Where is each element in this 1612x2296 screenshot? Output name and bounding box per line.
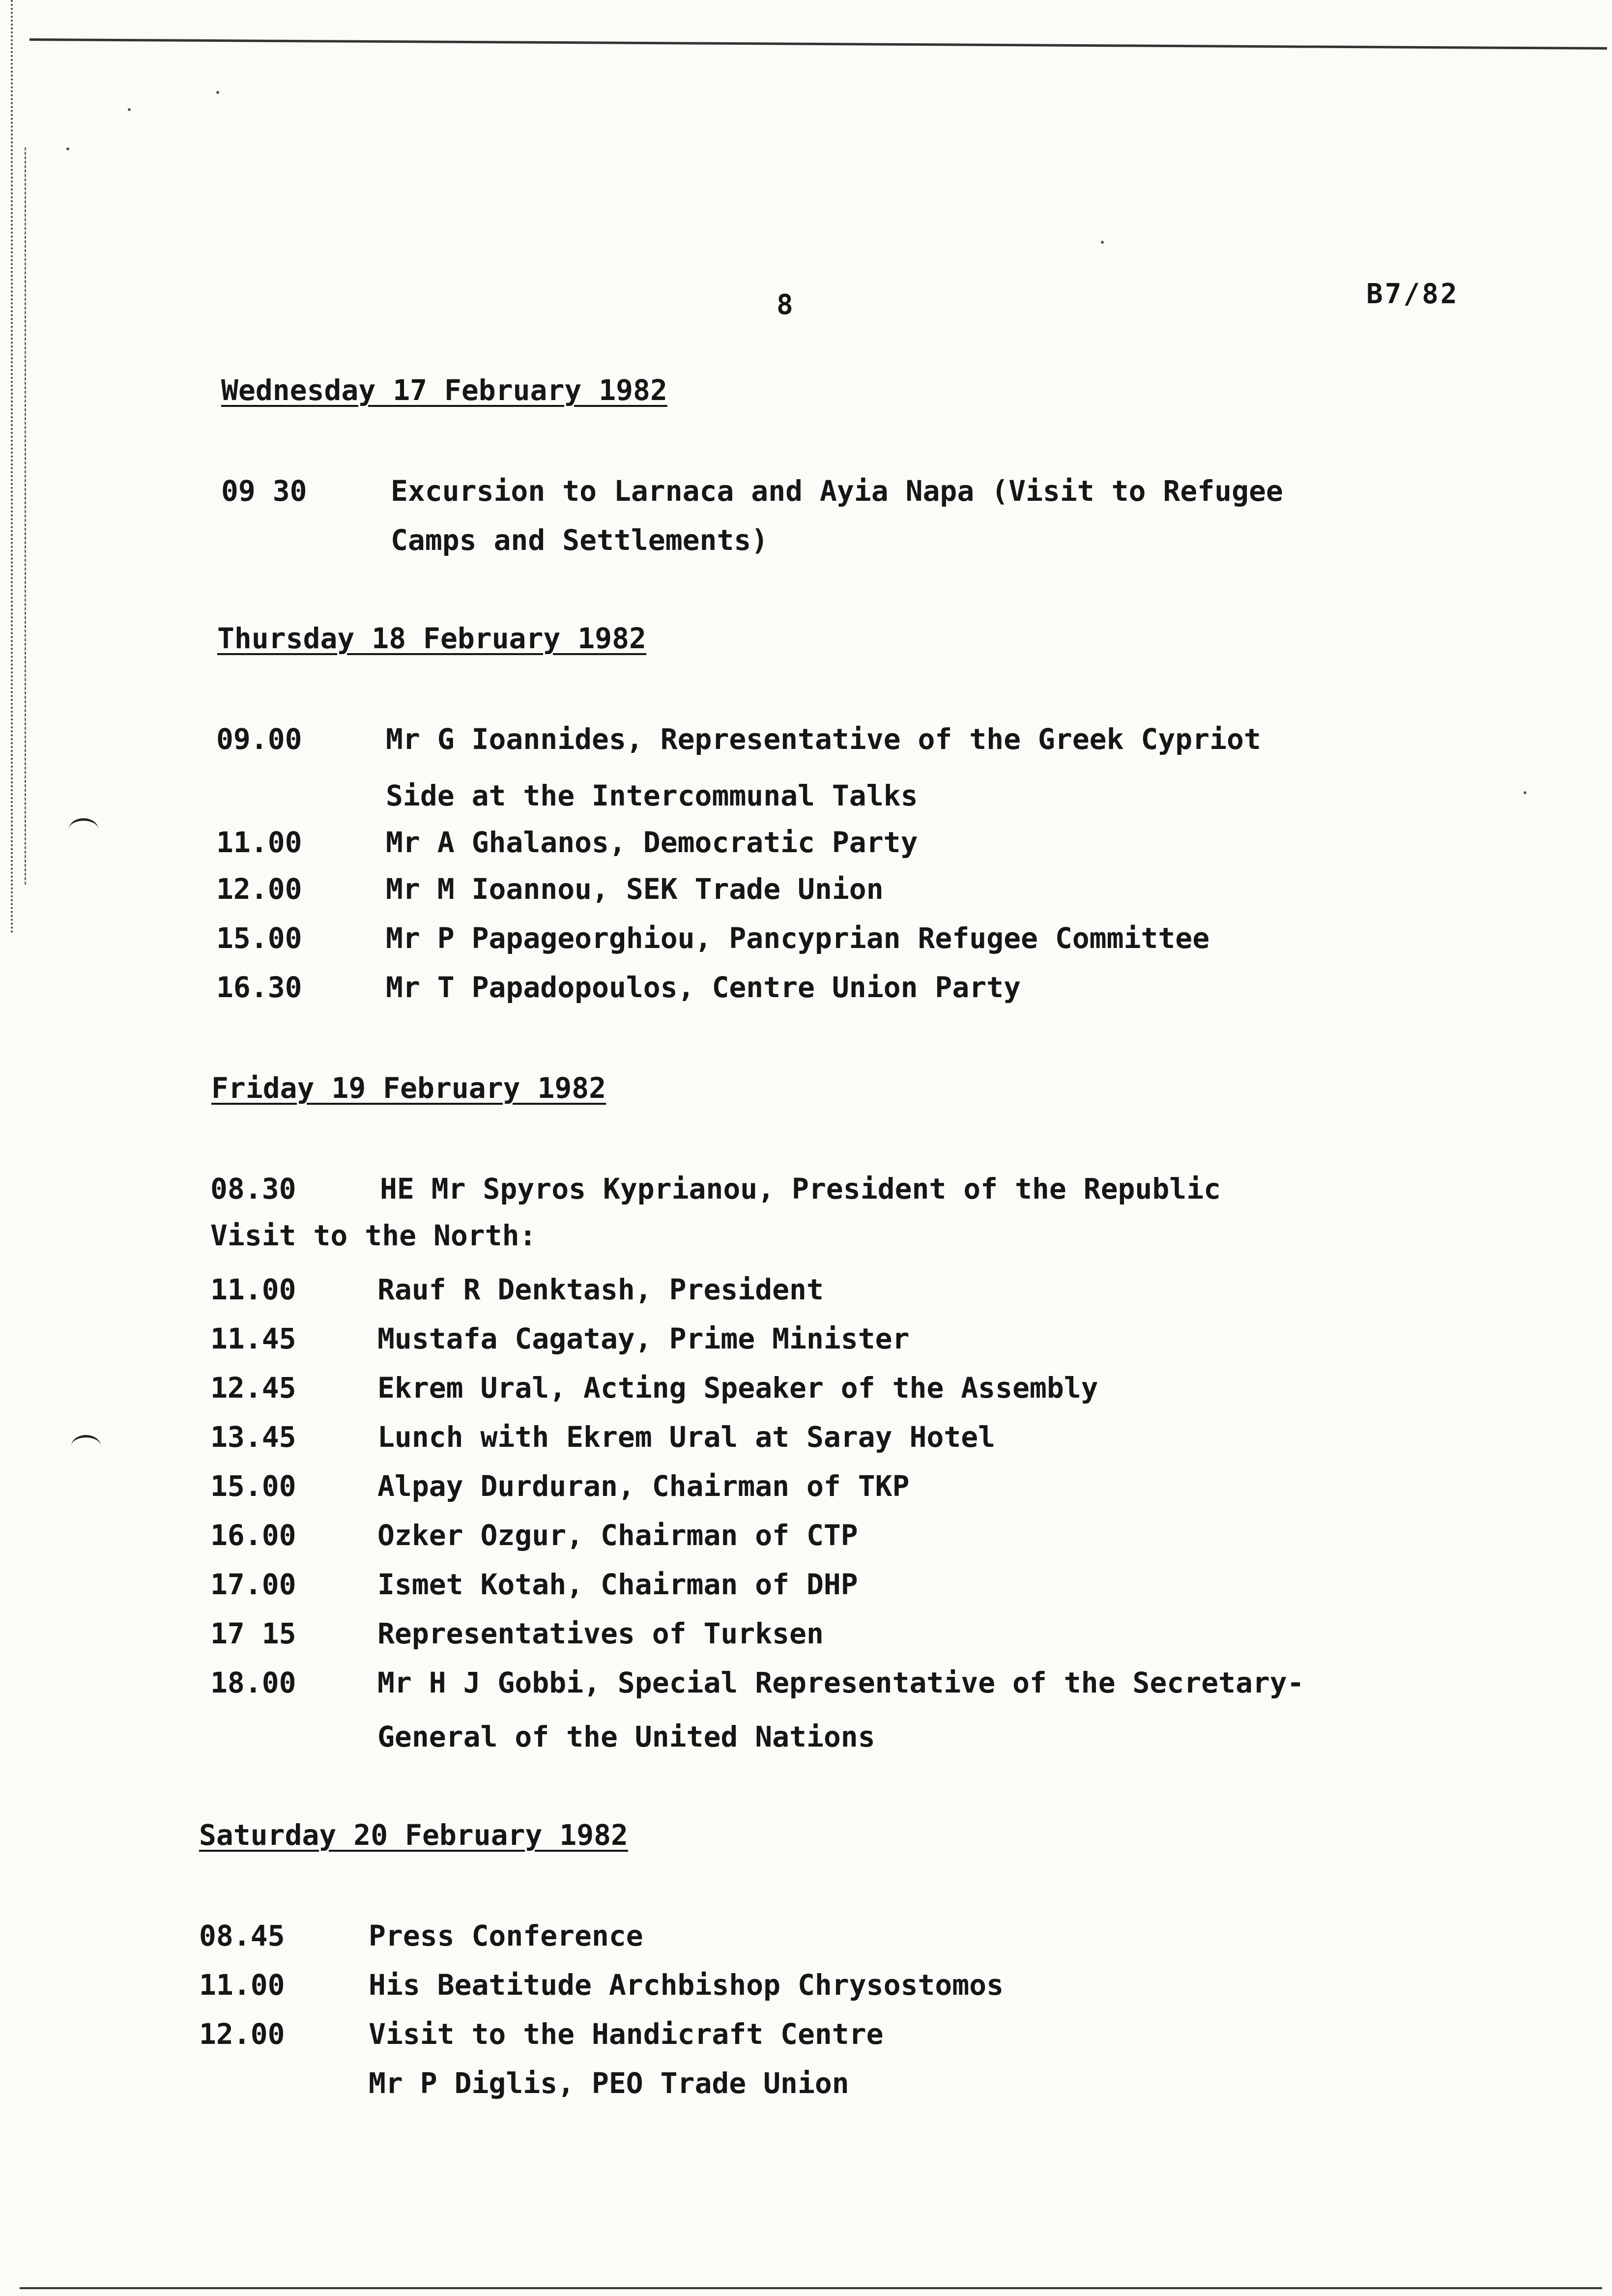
scan-speck bbox=[1101, 241, 1104, 244]
entry-description: Representatives of Turksen bbox=[377, 1617, 824, 1650]
entry-time: 08.45 bbox=[199, 1919, 285, 1952]
entry-description: Visit to the Handicraft Centre bbox=[369, 2017, 884, 2051]
entry-description: Ekrem Ural, Acting Speaker of the Assembly bbox=[377, 1371, 1098, 1405]
entry-time: 12.00 bbox=[199, 2017, 285, 2051]
section-note: Visit to the North: bbox=[210, 1219, 537, 1252]
entry-description: Excursion to Larnaca and Ayia Napa (Visit to Refugee bbox=[391, 474, 1283, 508]
entry-description-line2: Side at the Intercommunal Talks bbox=[386, 779, 918, 812]
page-number: 8 bbox=[777, 289, 793, 321]
day-heading: Saturday 20 February 1982 bbox=[199, 1818, 628, 1852]
entry-time: 16.00 bbox=[210, 1519, 296, 1552]
entry-time: 09 30 bbox=[221, 474, 307, 508]
entry-time: 12.00 bbox=[216, 872, 302, 906]
hole-punch-mark bbox=[69, 818, 98, 840]
entry-description: Mr M Ioannou, SEK Trade Union bbox=[386, 872, 884, 906]
entry-description: Ismet Kotah, Chairman of DHP bbox=[377, 1568, 858, 1601]
day-heading: Thursday 18 February 1982 bbox=[217, 622, 646, 655]
entry-time: 15.00 bbox=[216, 921, 302, 955]
entry-time: 16.30 bbox=[216, 971, 302, 1004]
entry-description: Mr T Papadopoulos, Centre Union Party bbox=[386, 971, 1021, 1004]
entry-time: 17 15 bbox=[210, 1617, 296, 1650]
entry-description: Mr P Diglis, PEO Trade Union bbox=[369, 2066, 849, 2100]
entry-description: Mr G Ioannides, Representative of the Greek Cypriot bbox=[386, 722, 1261, 756]
day-heading: Friday 19 February 1982 bbox=[211, 1071, 606, 1105]
bottom-rule bbox=[20, 2287, 1602, 2289]
binding-edge-inner bbox=[25, 147, 28, 885]
entry-description: Mustafa Cagatay, Prime Minister bbox=[377, 1322, 910, 1355]
entry-description: Lunch with Ekrem Ural at Saray Hotel bbox=[377, 1420, 996, 1454]
entry-time: 18.00 bbox=[210, 1666, 296, 1699]
scan-speck bbox=[1524, 791, 1526, 794]
scan-speck bbox=[216, 91, 219, 94]
entry-time: 11.00 bbox=[216, 826, 302, 859]
entry-time: 08.30 bbox=[210, 1172, 296, 1205]
entry-description: Ozker Ozgur, Chairman of CTP bbox=[377, 1519, 858, 1552]
entry-description: Mr P Papageorghiou, Pancyprian Refugee Committee bbox=[386, 921, 1210, 955]
entry-time: 09.00 bbox=[216, 722, 302, 756]
entry-time: 12.45 bbox=[210, 1371, 296, 1405]
entry-time: 11.00 bbox=[210, 1273, 296, 1306]
scan-speck bbox=[128, 108, 131, 111]
document-reference: B7/82 bbox=[1366, 278, 1459, 310]
scan-speck bbox=[66, 147, 69, 150]
entry-time: 13.45 bbox=[210, 1420, 296, 1454]
entry-description: Mr A Ghalanos, Democratic Party bbox=[386, 826, 918, 859]
entry-time: 17.00 bbox=[210, 1568, 296, 1601]
day-heading: Wednesday 17 February 1982 bbox=[221, 373, 667, 407]
entry-description: Alpay Durduran, Chairman of TKP bbox=[377, 1469, 910, 1503]
entry-description: His Beatitude Archbishop Chrysostomos bbox=[369, 1968, 1004, 2002]
entry-time: 11.00 bbox=[199, 1968, 285, 2002]
entry-description: Mr H J Gobbi, Special Representative of the Secretary- bbox=[377, 1666, 1304, 1699]
entry-description-line2: Camps and Settlements) bbox=[391, 523, 769, 557]
entry-description-line2: General of the United Nations bbox=[377, 1720, 875, 1753]
entry-description: Rauf R Denktash, President bbox=[377, 1273, 824, 1306]
entry-time: 11.45 bbox=[210, 1322, 296, 1355]
entry-time: 15.00 bbox=[210, 1469, 296, 1503]
hole-punch-mark bbox=[71, 1435, 101, 1457]
entry-description: HE Mr Spyros Kyprianou, President of the Republic bbox=[380, 1172, 1221, 1205]
entry-description: Press Conference bbox=[369, 1919, 643, 1952]
top-rule bbox=[29, 38, 1607, 50]
binding-edge bbox=[11, 0, 16, 934]
